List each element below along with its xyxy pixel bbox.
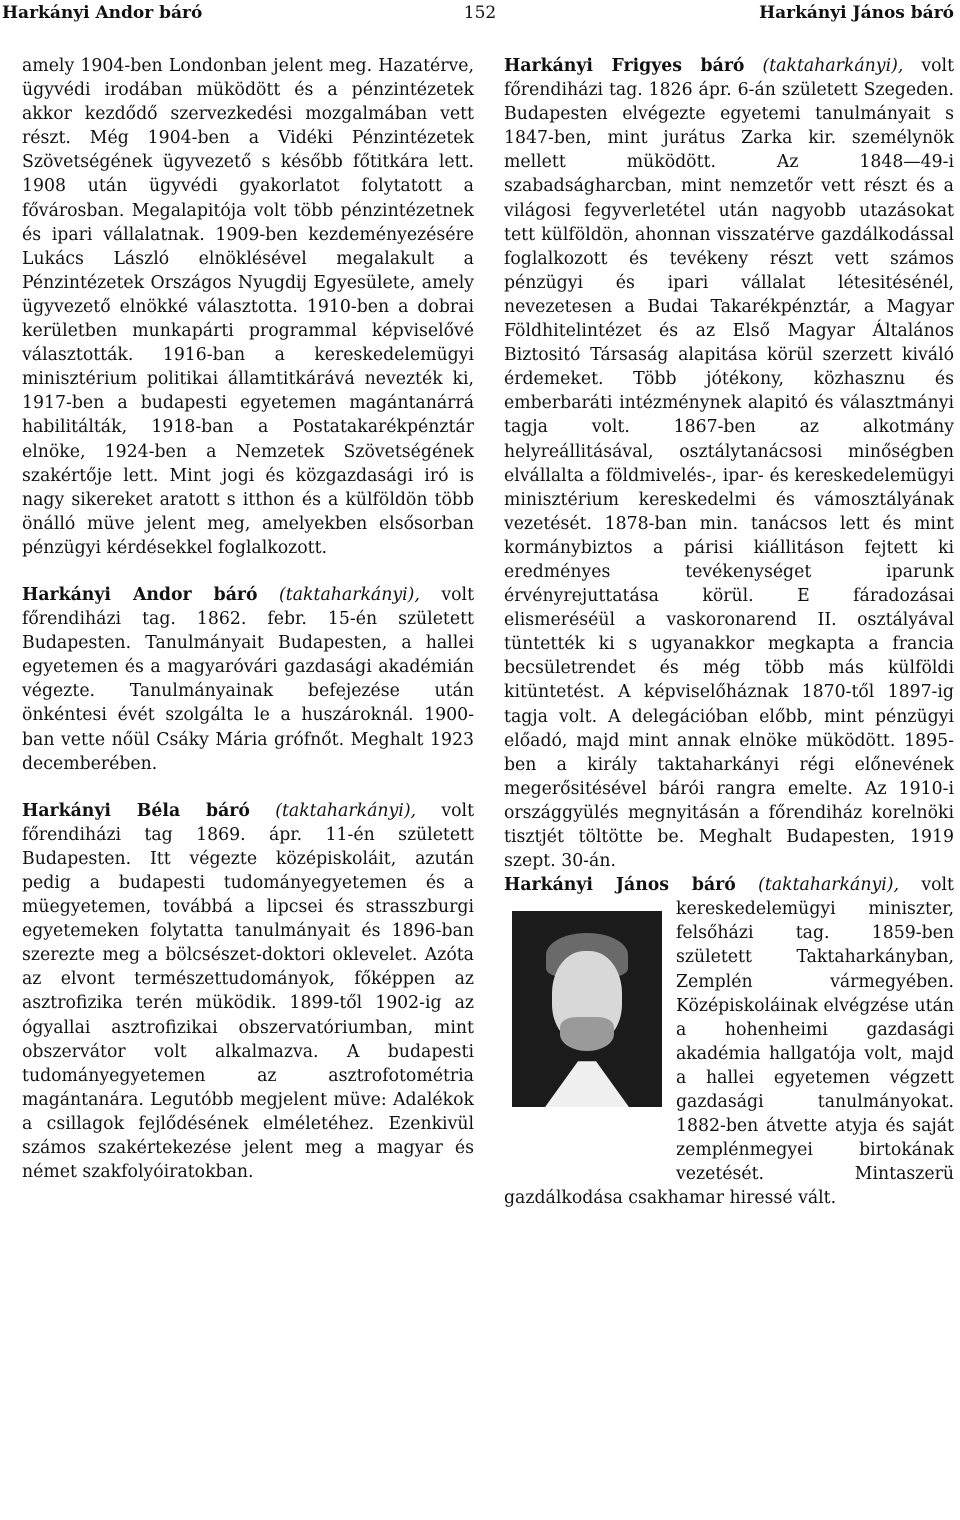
page-number: 152 xyxy=(463,3,497,23)
page-header xyxy=(0,0,960,30)
portrait-photo xyxy=(504,901,666,1169)
entry-janos xyxy=(504,873,954,1210)
entry-name: Harkányi Béla báró xyxy=(22,800,250,821)
portrait-image xyxy=(512,911,662,1107)
continued-paragraph: amely 1904-ben Londonban jelent meg. Hazatérve, ügyvédi irodában müködött és a pénzintézetek akkor kezdődő szervezkedési mozgalmában vett részt. Még 1904-ben a Vidéki Pénzintézetek Szövetségének ügyvezető s később főtitkára lett. 1908 után ügyvédi gyakorlatot folytatott a fővárosban. Megalapitója volt több pénzintézetnek és ipari vállalatnak. 1909-ben kezdeményezésére Lukács László elnöklésével megalakult a Pénzintézetek Országos Nyugdij Egyesülete, amely ügyvezető elnökké választotta. 1910-ben a dobrai kerületben munkapárti programmal képviselővé választották. 1916-ban a kereskedelemügyi minisztérium politikai államtitkárává nevezték ki, 1917-ben a budapesti egyetemen magántanárrá habilitálták, 1918-ban a Postatakarékpénztár elnöke, 1924-ben a Nemzetek Szövetségének szakértője lett. Mint jogi és közgazdasági iró is nagy sikereket aratott s itthon és a külföldön több önálló müve jelent meg, amelyekben elsősorban pénzügyi kérdésekkel foglalkozott. xyxy=(22,56,474,558)
entry-text: volt főrendiházi tag. 1826 ápr. 6-án született Szegeden. Budapesten elvégezte egyetemi tanulmányait s 1847-ben, mint jurátus Zarka kir. személynök mellett müködött. Az 1848—49-i szabadságharcban, mint nemzetőr vett részt és a világosi fegyverletétel után nagyobb utazásokat tett külföldön, ahonnan visszatérve gazdálkodással foglalkozott és tevékeny részt vett számos pénzügyi és ipari vállalat létesitésénél, nevezetesen a Budai Takarékpénztár, a Magyar Földhitelintézet és az Első Magyar Általános Biztositó Társaság alapitása körül szerzett kiváló érdemeket. Több jótékony, közhasznu és emberbaráti intézménynek alapitó és választmányi tagja volt. 1867-ben az alkotmány helyreállitásával, osztálytanácsosi minőségben elvállalta a földmivelés-, ipar- és kereskedelemügyi minisztérium kereskedelmi és vámosztályának vezetését. 1878-ban min. tanácsos lett és mint kormánybiztos a párisi kiállitáson fejtett ki eredményes tevékenységet iparunk érvényrejuttatása körül. E fáradozásai elismeréséül a vaskoronarend II. osztályával tüntették ki s ugyanakkor megkapta a francia becsületrendet és még több más külföldi kitüntetést. A képviselőháznak 1870-től 1897-ig tagja volt. A delegációban előbb, mint pénzügyi előadó, majd mint annak elnöke müködött. 1895-ben a király taktaharkányi régi előnevének megerősitésével bárói rangra emelte. Az 1910-i országgyülés megnyitásán a főrendiház korelnöki tisztjét töltötte be. Meghalt Budapesten, 1919 szept. 30-án. xyxy=(504,56,955,872)
entry-alias: (taktaharkányi), xyxy=(279,584,420,605)
entry-text: volt kereskedelemügyi miniszter, felsőházi tag. 1859-ben született Taktaharkányban, Zemplén vármegyében. Középiskoláinak elvégzése után a hohenheimi gazdasági akadémia hallgatója volt, majd a hallei egyetemen végzett gazdasági tanulmányokat. 1882-ben átvette atyja és saját zemplénmegyei birtokának vezetését. Mintaszerü gazdálkodása csakhamar hiressé vált. xyxy=(504,875,954,1209)
entry-name: Harkányi János báró xyxy=(504,875,736,896)
entry-alias: (taktaharkányi), xyxy=(762,56,904,76)
entry-alias: (taktaharkányi), xyxy=(758,875,899,896)
left-column xyxy=(22,54,474,1184)
running-head-left: Harkányi Andor báró xyxy=(2,3,203,23)
entry-text: volt főrendiházi tag. 1862. febr. 15-én született Budapesten. Tanulmányait Budapesten, a hallei egyetemen és a magyaróvári gazdasági akadémián végezte. Tanulmányainak befejezése után önkéntesi évét szolgálta le a huszároknál. 1900-ban vette nőül Csáky Mária grófnőt. Meghalt 1923 decemberében. xyxy=(22,584,475,774)
entry-alias: (taktaharkányi), xyxy=(275,800,417,821)
right-column xyxy=(504,54,954,1211)
entry-bela xyxy=(22,799,474,1185)
entry-frigyes xyxy=(504,54,954,873)
entry-name: Harkányi Frigyes báró xyxy=(504,56,745,76)
entry-text: volt főrendiházi tag 1869. ápr. 11-én született Budapesten. Itt végezte középiskoláit, azután pedig a budapesti tudományegyetemen és a müegyetemen, továbbá a lipcsei és strasszburgi egyetemeken folytatta tanulmányait és 1896-ban szerezte meg a bölcsészet-doktori oklevelet. Azóta az elvont természettudományok, főképpen az asztrofizika terén müködik. 1899-től 1902-ig az ógyallai asztrofizikai obszervatóriumban, mint obszervátor volt alkalmazva. A budapesti tudományegyetemen az asztrofotométria magántanára. Legutóbb megjelent müve: Adalékok a csillagok fejlődésének elméletéhez. Ezenkivül számos szakértekezése jelent meg a magyar és német szakfolyóiratokban. xyxy=(22,800,475,1183)
entry-name: Harkányi Andor báró xyxy=(22,584,258,605)
entry-andor xyxy=(22,583,474,776)
running-head-right: Harkányi János báró xyxy=(759,3,954,23)
